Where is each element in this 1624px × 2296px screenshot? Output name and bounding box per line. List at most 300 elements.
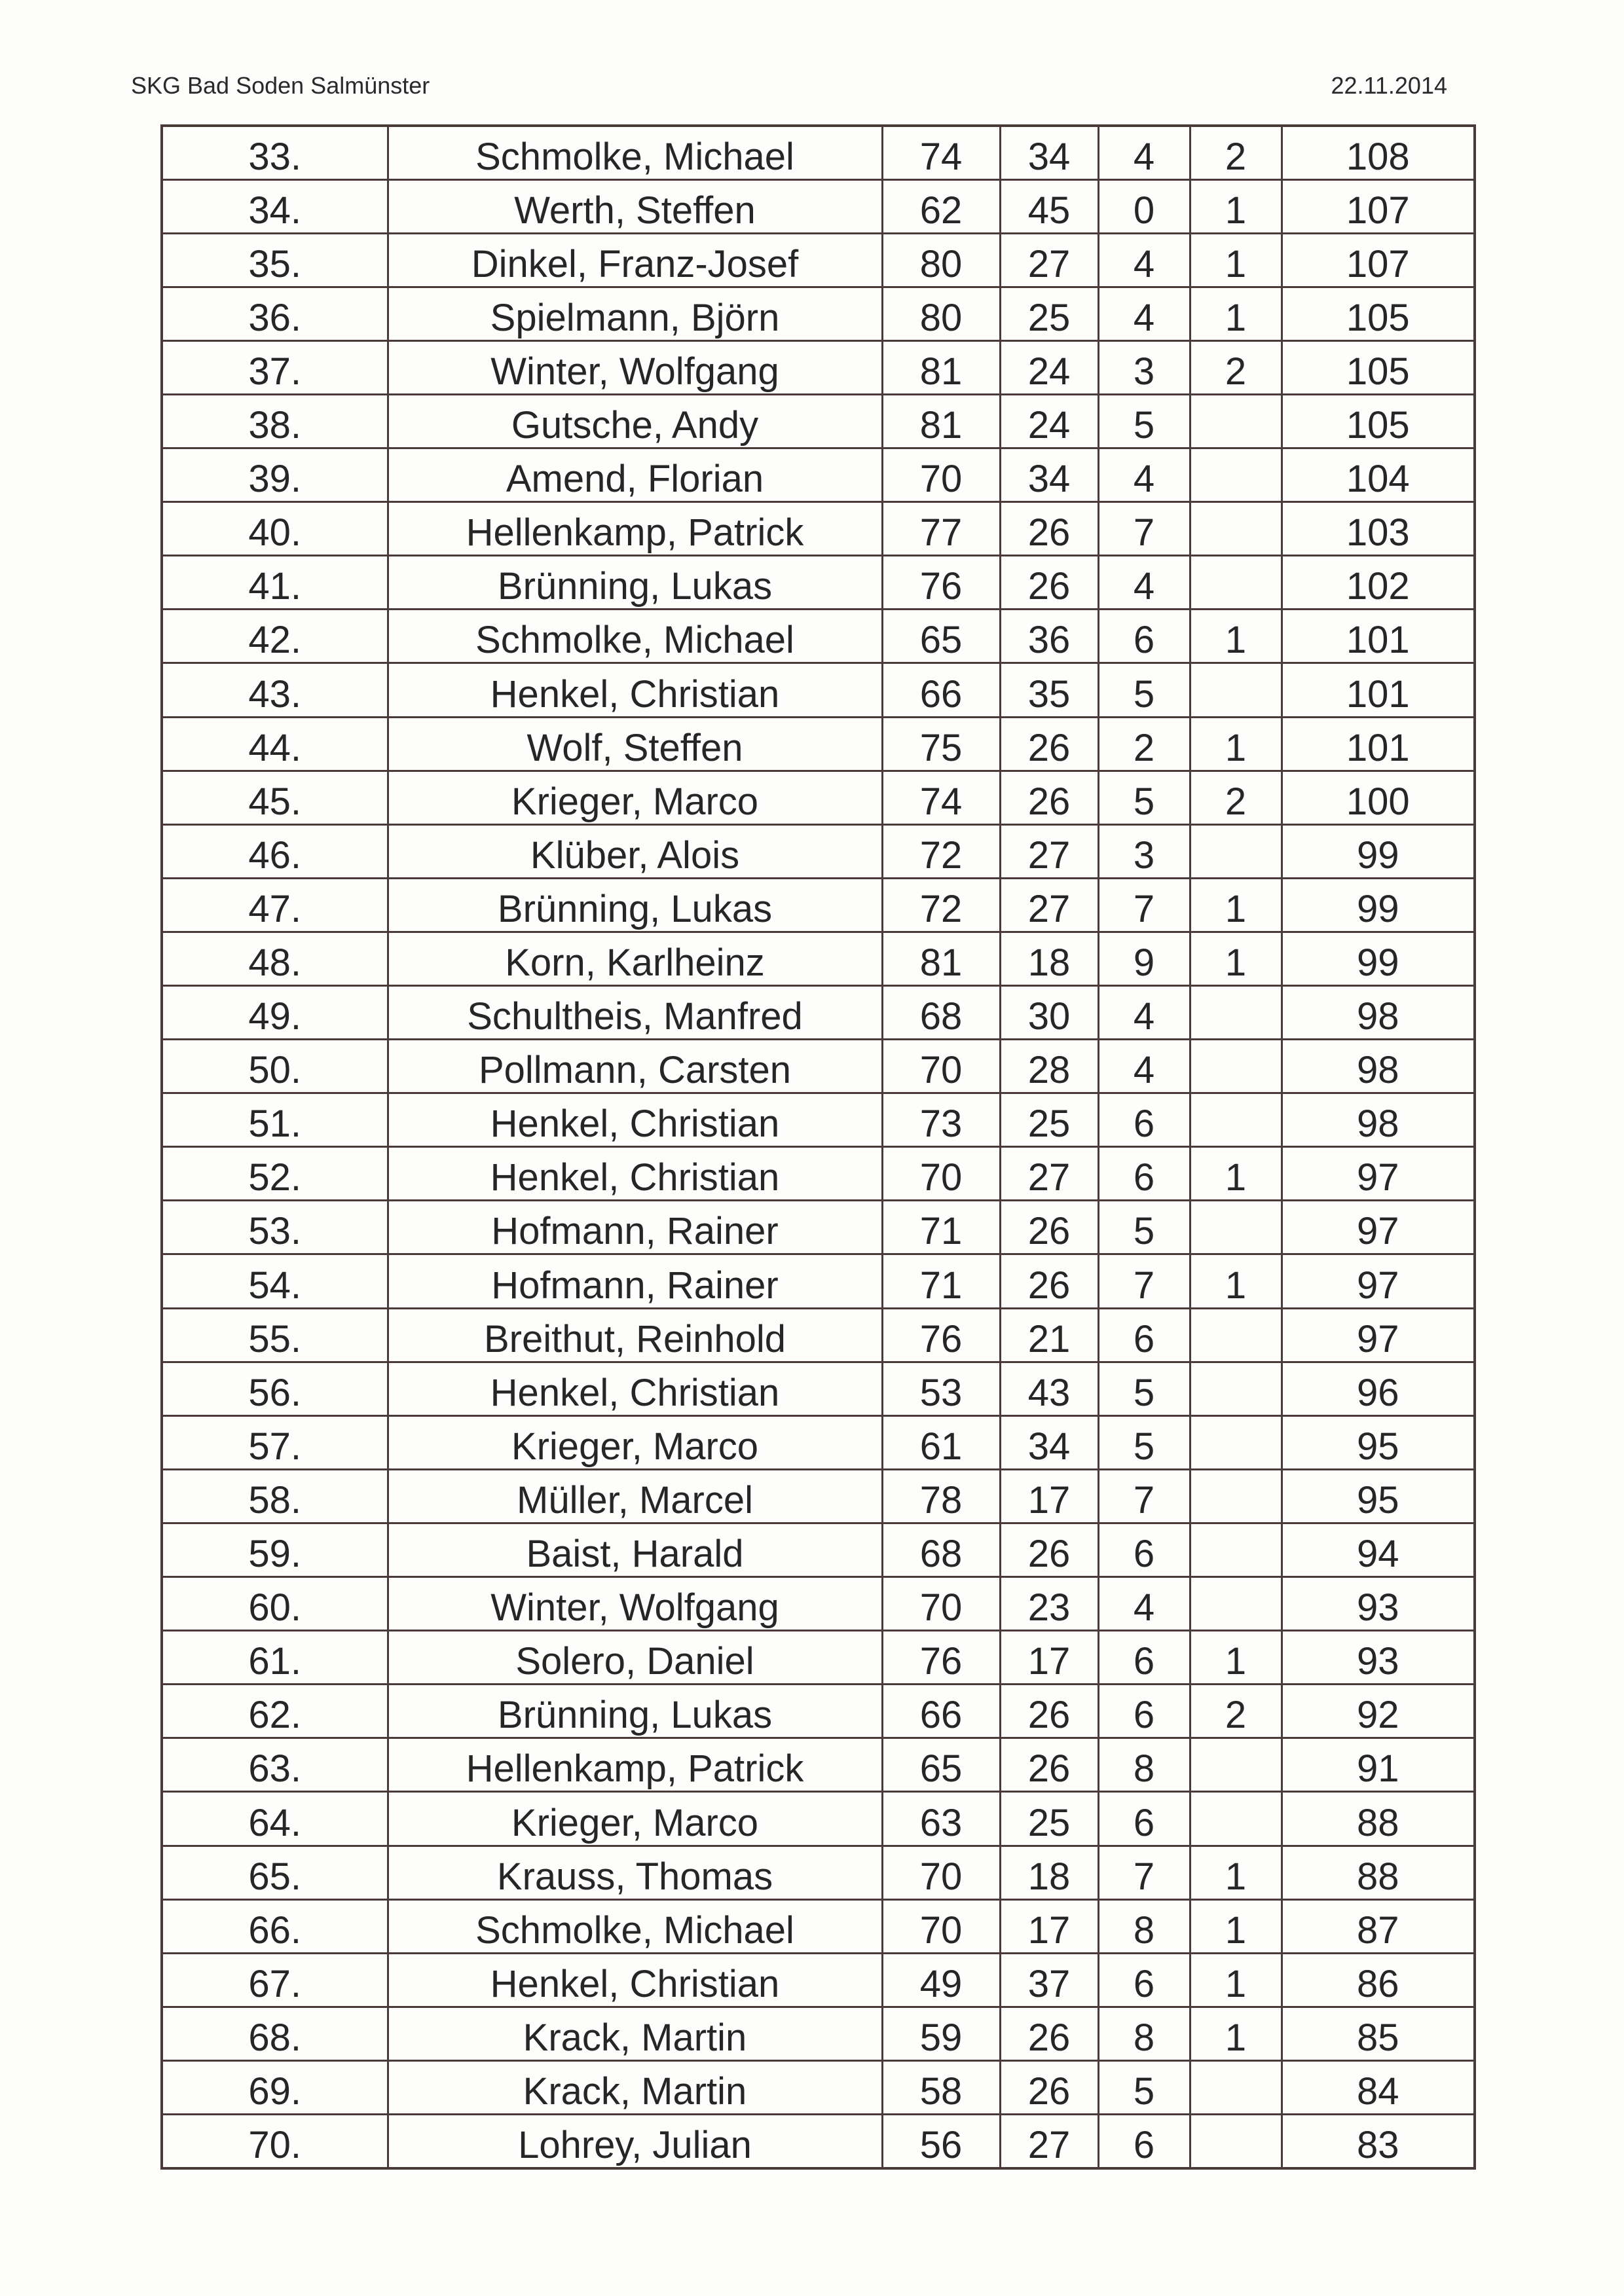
total-cell: 83 [1282, 2114, 1475, 2168]
table-row [162, 1415, 1475, 1469]
value1-cell: 74 [882, 771, 1000, 824]
value4-cell [1190, 2114, 1282, 2168]
table-row [162, 1362, 1475, 1415]
name-cell: Schmolke, Michael [388, 1899, 882, 1953]
value3-cell: 9 [1098, 932, 1190, 985]
name-cell: Krack, Martin [388, 2060, 882, 2114]
value1-cell: 81 [882, 932, 1000, 985]
rank-cell: 36. [162, 287, 388, 340]
value3-cell: 6 [1098, 610, 1190, 663]
value1-cell: 59 [882, 2007, 1000, 2060]
table-row [162, 1308, 1475, 1362]
value1-cell: 70 [882, 1899, 1000, 1953]
value2-cell: 18 [1000, 932, 1098, 985]
rank-cell: 70. [162, 2114, 388, 2168]
value2-cell: 43 [1000, 1362, 1098, 1415]
value1-cell: 76 [882, 1631, 1000, 1685]
value4-cell: 1 [1190, 610, 1282, 663]
total-cell: 102 [1282, 556, 1475, 610]
total-cell: 96 [1282, 1362, 1475, 1415]
value2-cell: 26 [1000, 717, 1098, 771]
table-row [162, 502, 1475, 556]
total-cell: 97 [1282, 1147, 1475, 1201]
total-cell: 108 [1282, 126, 1475, 179]
name-cell: Krieger, Marco [388, 771, 882, 824]
name-cell: Krieger, Marco [388, 1415, 882, 1469]
value2-cell: 36 [1000, 610, 1098, 663]
total-cell: 86 [1282, 1953, 1475, 2007]
rank-cell: 55. [162, 1308, 388, 1362]
value4-cell: 1 [1190, 2007, 1282, 2060]
value2-cell: 21 [1000, 1308, 1098, 1362]
table-row [162, 1631, 1475, 1685]
value4-cell [1190, 1040, 1282, 1093]
total-cell: 104 [1282, 448, 1475, 502]
name-cell: Baist, Harald [388, 1523, 882, 1576]
value2-cell: 30 [1000, 986, 1098, 1040]
rank-cell: 54. [162, 1254, 388, 1308]
rank-cell: 53. [162, 1201, 388, 1254]
value4-cell [1190, 663, 1282, 717]
value2-cell: 25 [1000, 1792, 1098, 1846]
value3-cell: 7 [1098, 1254, 1190, 1308]
rank-cell: 39. [162, 448, 388, 502]
rank-cell: 52. [162, 1147, 388, 1201]
name-cell: Lohrey, Julian [388, 2114, 882, 2168]
name-cell: Brünning, Lukas [388, 1685, 882, 1738]
value2-cell: 26 [1000, 1254, 1098, 1308]
value2-cell: 28 [1000, 1040, 1098, 1093]
value3-cell: 6 [1098, 1792, 1190, 1846]
value1-cell: 49 [882, 1953, 1000, 2007]
rank-cell: 48. [162, 932, 388, 985]
value1-cell: 74 [882, 126, 1000, 179]
table-row [162, 394, 1475, 448]
value4-cell: 1 [1190, 1254, 1282, 1308]
name-cell: Hellenkamp, Patrick [388, 502, 882, 556]
value3-cell: 7 [1098, 1846, 1190, 1899]
value4-cell [1190, 1308, 1282, 1362]
value3-cell: 7 [1098, 1469, 1190, 1523]
value3-cell: 4 [1098, 1040, 1190, 1093]
value2-cell: 25 [1000, 1093, 1098, 1147]
document-date: 22.11.2014 [1331, 72, 1447, 99]
value1-cell: 81 [882, 394, 1000, 448]
rank-cell: 51. [162, 1093, 388, 1147]
name-cell: Hellenkamp, Patrick [388, 1738, 882, 1792]
total-cell: 99 [1282, 878, 1475, 932]
total-cell: 101 [1282, 717, 1475, 771]
value3-cell: 4 [1098, 287, 1190, 340]
table-row [162, 1254, 1475, 1308]
value3-cell: 6 [1098, 1685, 1190, 1738]
value2-cell: 17 [1000, 1899, 1098, 1953]
value4-cell: 1 [1190, 179, 1282, 233]
value4-cell: 1 [1190, 233, 1282, 287]
value4-cell [1190, 1523, 1282, 1576]
value2-cell: 27 [1000, 1147, 1098, 1201]
value1-cell: 66 [882, 663, 1000, 717]
value2-cell: 26 [1000, 1523, 1098, 1576]
value1-cell: 62 [882, 179, 1000, 233]
value2-cell: 23 [1000, 1577, 1098, 1631]
table-row [162, 986, 1475, 1040]
total-cell: 93 [1282, 1631, 1475, 1685]
value3-cell: 5 [1098, 1362, 1190, 1415]
value3-cell: 5 [1098, 771, 1190, 824]
value4-cell: 1 [1190, 1846, 1282, 1899]
name-cell: Henkel, Christian [388, 1953, 882, 2007]
name-cell: Schultheis, Manfred [388, 986, 882, 1040]
club-name: SKG Bad Soden Salmünster [131, 72, 430, 99]
value1-cell: 78 [882, 1469, 1000, 1523]
value1-cell: 53 [882, 1362, 1000, 1415]
table-row [162, 340, 1475, 394]
value4-cell [1190, 1415, 1282, 1469]
rank-cell: 49. [162, 986, 388, 1040]
value3-cell: 8 [1098, 2007, 1190, 2060]
value4-cell: 1 [1190, 287, 1282, 340]
total-cell: 87 [1282, 1899, 1475, 1953]
value3-cell: 0 [1098, 179, 1190, 233]
total-cell: 105 [1282, 340, 1475, 394]
rank-cell: 58. [162, 1469, 388, 1523]
name-cell: Schmolke, Michael [388, 610, 882, 663]
table-row [162, 1738, 1475, 1792]
value4-cell: 1 [1190, 717, 1282, 771]
value3-cell: 5 [1098, 2060, 1190, 2114]
value2-cell: 26 [1000, 1738, 1098, 1792]
name-cell: Henkel, Christian [388, 1147, 882, 1201]
value4-cell [1190, 1362, 1282, 1415]
total-cell: 95 [1282, 1469, 1475, 1523]
name-cell: Wolf, Steffen [388, 717, 882, 771]
value2-cell: 25 [1000, 287, 1098, 340]
rank-cell: 34. [162, 179, 388, 233]
name-cell: Schmolke, Michael [388, 126, 882, 179]
value1-cell: 68 [882, 1523, 1000, 1576]
total-cell: 98 [1282, 1040, 1475, 1093]
value1-cell: 76 [882, 556, 1000, 610]
rank-cell: 37. [162, 340, 388, 394]
name-cell: Gutsche, Andy [388, 394, 882, 448]
results-body [162, 126, 1475, 2168]
rank-cell: 38. [162, 394, 388, 448]
total-cell: 107 [1282, 233, 1475, 287]
table-row [162, 1792, 1475, 1846]
value1-cell: 56 [882, 2114, 1000, 2168]
rank-cell: 40. [162, 502, 388, 556]
value3-cell: 4 [1098, 448, 1190, 502]
value4-cell: 1 [1190, 1899, 1282, 1953]
value2-cell: 26 [1000, 2060, 1098, 2114]
total-cell: 84 [1282, 2060, 1475, 2114]
value3-cell: 6 [1098, 1953, 1190, 2007]
value1-cell: 73 [882, 1093, 1000, 1147]
value3-cell: 4 [1098, 126, 1190, 179]
value1-cell: 70 [882, 1040, 1000, 1093]
rank-cell: 66. [162, 1899, 388, 1953]
value4-cell: 2 [1190, 126, 1282, 179]
value4-cell [1190, 986, 1282, 1040]
value3-cell: 4 [1098, 1577, 1190, 1631]
name-cell: Winter, Wolfgang [388, 340, 882, 394]
value4-cell: 1 [1190, 1147, 1282, 1201]
value3-cell: 7 [1098, 878, 1190, 932]
value4-cell [1190, 1093, 1282, 1147]
value3-cell: 6 [1098, 1523, 1190, 1576]
results-table [160, 124, 1476, 2170]
value4-cell: 2 [1190, 771, 1282, 824]
value1-cell: 61 [882, 1415, 1000, 1469]
value2-cell: 26 [1000, 502, 1098, 556]
value1-cell: 70 [882, 448, 1000, 502]
total-cell: 99 [1282, 932, 1475, 985]
table-row [162, 448, 1475, 502]
table-row [162, 1147, 1475, 1201]
value4-cell [1190, 2060, 1282, 2114]
value2-cell: 27 [1000, 2114, 1098, 2168]
name-cell: Henkel, Christian [388, 1362, 882, 1415]
total-cell: 97 [1282, 1201, 1475, 1254]
table-row [162, 610, 1475, 663]
total-cell: 88 [1282, 1792, 1475, 1846]
table-row [162, 717, 1475, 771]
table-row [162, 2060, 1475, 2114]
value2-cell: 27 [1000, 233, 1098, 287]
value3-cell: 6 [1098, 1631, 1190, 1685]
total-cell: 101 [1282, 663, 1475, 717]
table-row [162, 287, 1475, 340]
rank-cell: 42. [162, 610, 388, 663]
table-row [162, 1577, 1475, 1631]
rank-cell: 68. [162, 2007, 388, 2060]
value1-cell: 65 [882, 1738, 1000, 1792]
value1-cell: 75 [882, 717, 1000, 771]
value4-cell: 1 [1190, 1631, 1282, 1685]
value4-cell: 1 [1190, 1953, 1282, 2007]
value2-cell: 27 [1000, 878, 1098, 932]
total-cell: 85 [1282, 2007, 1475, 2060]
rank-cell: 41. [162, 556, 388, 610]
value4-cell [1190, 1792, 1282, 1846]
rank-cell: 63. [162, 1738, 388, 1792]
value1-cell: 70 [882, 1577, 1000, 1631]
value1-cell: 70 [882, 1147, 1000, 1201]
value3-cell: 2 [1098, 717, 1190, 771]
name-cell: Henkel, Christian [388, 1093, 882, 1147]
rank-cell: 59. [162, 1523, 388, 1576]
value3-cell: 7 [1098, 502, 1190, 556]
name-cell: Brünning, Lukas [388, 878, 882, 932]
value2-cell: 37 [1000, 1953, 1098, 2007]
rank-cell: 69. [162, 2060, 388, 2114]
rank-cell: 64. [162, 1792, 388, 1846]
value1-cell: 72 [882, 824, 1000, 878]
name-cell: Henkel, Christian [388, 663, 882, 717]
total-cell: 98 [1282, 986, 1475, 1040]
rank-cell: 61. [162, 1631, 388, 1685]
value4-cell [1190, 556, 1282, 610]
name-cell: Müller, Marcel [388, 1469, 882, 1523]
value1-cell: 66 [882, 1685, 1000, 1738]
value1-cell: 76 [882, 1308, 1000, 1362]
value4-cell [1190, 1201, 1282, 1254]
value2-cell: 26 [1000, 1201, 1098, 1254]
total-cell: 91 [1282, 1738, 1475, 1792]
table-row [162, 556, 1475, 610]
name-cell: Hofmann, Rainer [388, 1201, 882, 1254]
table-row [162, 233, 1475, 287]
value4-cell: 2 [1190, 1685, 1282, 1738]
rank-cell: 43. [162, 663, 388, 717]
table-row [162, 1093, 1475, 1147]
value4-cell [1190, 1469, 1282, 1523]
value4-cell [1190, 394, 1282, 448]
rank-cell: 56. [162, 1362, 388, 1415]
value2-cell: 35 [1000, 663, 1098, 717]
table-row [162, 1040, 1475, 1093]
value2-cell: 24 [1000, 394, 1098, 448]
value1-cell: 77 [882, 502, 1000, 556]
total-cell: 107 [1282, 179, 1475, 233]
total-cell: 100 [1282, 771, 1475, 824]
value2-cell: 26 [1000, 2007, 1098, 2060]
name-cell: Hofmann, Rainer [388, 1254, 882, 1308]
name-cell: Korn, Karlheinz [388, 932, 882, 985]
value2-cell: 24 [1000, 340, 1098, 394]
table-row [162, 1846, 1475, 1899]
value3-cell: 6 [1098, 1308, 1190, 1362]
rank-cell: 67. [162, 1953, 388, 2007]
total-cell: 93 [1282, 1577, 1475, 1631]
rank-cell: 46. [162, 824, 388, 878]
value2-cell: 18 [1000, 1846, 1098, 1899]
rank-cell: 33. [162, 126, 388, 179]
value3-cell: 4 [1098, 556, 1190, 610]
value1-cell: 72 [882, 878, 1000, 932]
name-cell: Krieger, Marco [388, 1792, 882, 1846]
value1-cell: 81 [882, 340, 1000, 394]
table-row [162, 824, 1475, 878]
total-cell: 99 [1282, 824, 1475, 878]
value1-cell: 80 [882, 233, 1000, 287]
value1-cell: 70 [882, 1846, 1000, 1899]
name-cell: Brünning, Lukas [388, 556, 882, 610]
value4-cell [1190, 448, 1282, 502]
total-cell: 105 [1282, 287, 1475, 340]
value3-cell: 8 [1098, 1899, 1190, 1953]
value4-cell: 1 [1190, 932, 1282, 985]
value3-cell: 6 [1098, 2114, 1190, 2168]
value4-cell [1190, 1577, 1282, 1631]
table-row [162, 1469, 1475, 1523]
rank-cell: 50. [162, 1040, 388, 1093]
name-cell: Dinkel, Franz-Josef [388, 233, 882, 287]
value3-cell: 6 [1098, 1093, 1190, 1147]
value3-cell: 3 [1098, 824, 1190, 878]
total-cell: 103 [1282, 502, 1475, 556]
value3-cell: 5 [1098, 663, 1190, 717]
rank-cell: 65. [162, 1846, 388, 1899]
value3-cell: 4 [1098, 233, 1190, 287]
name-cell: Winter, Wolfgang [388, 1577, 882, 1631]
table-row [162, 2114, 1475, 2168]
table-row [162, 771, 1475, 824]
name-cell: Werth, Steffen [388, 179, 882, 233]
total-cell: 98 [1282, 1093, 1475, 1147]
value4-cell: 1 [1190, 878, 1282, 932]
total-cell: 105 [1282, 394, 1475, 448]
value4-cell [1190, 502, 1282, 556]
value2-cell: 26 [1000, 556, 1098, 610]
rank-cell: 60. [162, 1577, 388, 1631]
total-cell: 92 [1282, 1685, 1475, 1738]
table-row [162, 126, 1475, 179]
table-row [162, 663, 1475, 717]
value2-cell: 17 [1000, 1631, 1098, 1685]
table-row [162, 179, 1475, 233]
table-row [162, 2007, 1475, 2060]
rank-cell: 57. [162, 1415, 388, 1469]
value3-cell: 8 [1098, 1738, 1190, 1792]
value4-cell: 2 [1190, 340, 1282, 394]
name-cell: Klüber, Alois [388, 824, 882, 878]
name-cell: Krack, Martin [388, 2007, 882, 2060]
name-cell: Solero, Daniel [388, 1631, 882, 1685]
value4-cell [1190, 824, 1282, 878]
value2-cell: 34 [1000, 448, 1098, 502]
rank-cell: 45. [162, 771, 388, 824]
table-row [162, 1899, 1475, 1953]
table-row [162, 878, 1475, 932]
table-row [162, 1953, 1475, 2007]
value1-cell: 71 [882, 1254, 1000, 1308]
value3-cell: 5 [1098, 394, 1190, 448]
total-cell: 94 [1282, 1523, 1475, 1576]
value3-cell: 3 [1098, 340, 1190, 394]
value1-cell: 65 [882, 610, 1000, 663]
name-cell: Breithut, Reinhold [388, 1308, 882, 1362]
value2-cell: 34 [1000, 1415, 1098, 1469]
value2-cell: 45 [1000, 179, 1098, 233]
name-cell: Pollmann, Carsten [388, 1040, 882, 1093]
value1-cell: 71 [882, 1201, 1000, 1254]
value2-cell: 27 [1000, 824, 1098, 878]
value1-cell: 80 [882, 287, 1000, 340]
total-cell: 97 [1282, 1254, 1475, 1308]
table-row [162, 1201, 1475, 1254]
total-cell: 101 [1282, 610, 1475, 663]
value1-cell: 63 [882, 1792, 1000, 1846]
name-cell: Krauss, Thomas [388, 1846, 882, 1899]
value2-cell: 34 [1000, 126, 1098, 179]
value4-cell [1190, 1738, 1282, 1792]
total-cell: 95 [1282, 1415, 1475, 1469]
value3-cell: 5 [1098, 1201, 1190, 1254]
name-cell: Amend, Florian [388, 448, 882, 502]
value2-cell: 26 [1000, 1685, 1098, 1738]
rank-cell: 62. [162, 1685, 388, 1738]
value3-cell: 5 [1098, 1415, 1190, 1469]
page-header [131, 65, 1460, 105]
value2-cell: 26 [1000, 771, 1098, 824]
total-cell: 97 [1282, 1308, 1475, 1362]
value2-cell: 17 [1000, 1469, 1098, 1523]
table-row [162, 932, 1475, 985]
value1-cell: 68 [882, 986, 1000, 1040]
rank-cell: 44. [162, 717, 388, 771]
